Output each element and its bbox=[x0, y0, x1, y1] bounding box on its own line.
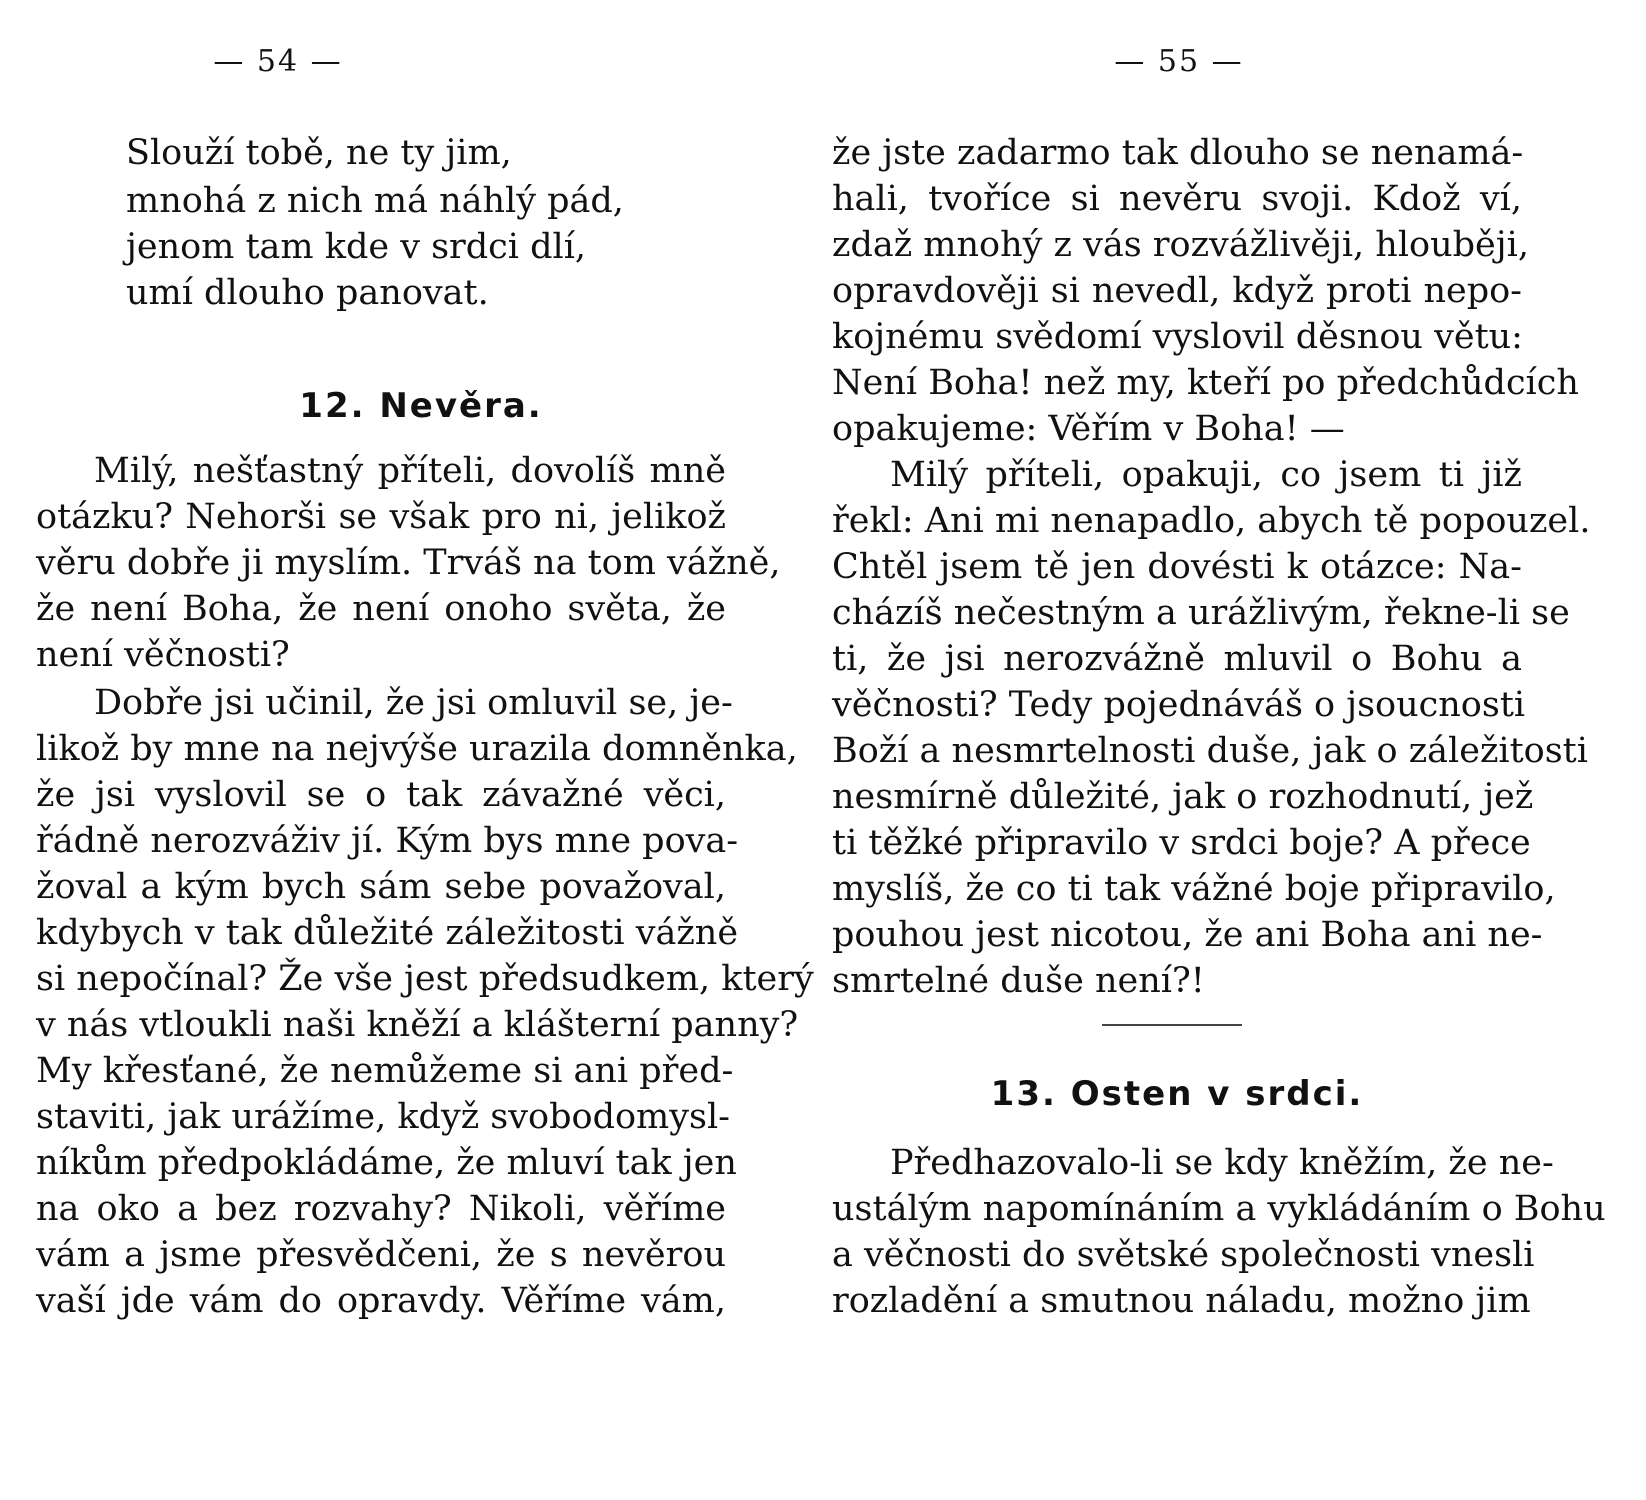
paragraph-line: opravdověji si nevedl, když proti nepo- bbox=[832, 271, 1522, 311]
paragraph-line: zdaž mnohý z vás rozvážlivěji, hlouběji, bbox=[832, 225, 1529, 265]
paragraph-line: řekl: Ani mi nenapadlo, abych tě popouzel. bbox=[832, 501, 1591, 541]
verse-line-2: mnohá z nich má náhlý pád, bbox=[126, 181, 624, 221]
paragraph-line: My křesťané, že nemůžeme si ani před- bbox=[36, 1051, 734, 1091]
paragraph-line: v nás vtloukli naši kněží a klášterní panny? bbox=[36, 1005, 799, 1045]
paragraph-line: myslíš, že co ti tak vážné boje připravilo, bbox=[832, 869, 1556, 909]
paragraph-line: ustálým napomínáním a vykládáním o Bohu bbox=[832, 1189, 1606, 1229]
paragraph-line: Milý, nešťastný příteli, dovolíš mně bbox=[94, 451, 726, 491]
paragraph-line: ti, že jsi nerozvážně mluvil o Bohu a bbox=[832, 639, 1522, 679]
paragraph-line: staviti, jak urážíme, když svobodomysl- bbox=[36, 1097, 731, 1137]
paragraph-line: že jsi vyslovil se o tak závažné věci, bbox=[36, 775, 726, 815]
paragraph-line: Milý příteli, opakuji, co jsem ti již bbox=[890, 455, 1522, 495]
paragraph-line: nesmírně důležité, jak o rozhodnutí, jež bbox=[832, 777, 1534, 817]
section-12-heading: 12. Nevěra. bbox=[299, 386, 543, 426]
page-number-left: — 54 — bbox=[213, 44, 343, 79]
paragraph-line: Boží a nesmrtelnosti duše, jak o záležitosti bbox=[832, 731, 1588, 771]
paragraph-line: cházíš nečestným a urážlivým, řekne-li se bbox=[832, 593, 1570, 633]
verse-line-4: umí dlouho panovat. bbox=[126, 273, 489, 313]
paragraph-line: žoval a kým bych sám sebe považoval, bbox=[36, 867, 726, 907]
paragraph-line: že jste zadarmo tak dlouho se nenamá- bbox=[832, 133, 1524, 173]
paragraph-line: Není Boha! než my, kteří po předchůdcích bbox=[832, 363, 1579, 403]
paragraph-line: Předhazovalo-li se kdy kněžím, že ne- bbox=[890, 1143, 1554, 1183]
paragraph-line: otázku? Nehorši se však pro ni, jelikož bbox=[36, 497, 726, 537]
paragraph-line: si nepočínal? Že vše jest předsudkem, který bbox=[36, 959, 814, 999]
left-page bbox=[36, 0, 814, 1500]
paragraph-line: není věčnosti? bbox=[36, 635, 290, 675]
paragraph-line: že není Boha, že není onoho světa, že bbox=[36, 589, 726, 629]
paragraph-line: kdybych v tak důležité záležitosti vážně bbox=[36, 913, 739, 953]
verse-line-3: jenom tam kde v srdci dlí, bbox=[126, 227, 587, 267]
paragraph-line: likož by mne na nejvýše urazila domněnka, bbox=[36, 729, 798, 769]
paragraph-line: Dobře jsi učinil, že jsi omluvil se, je- bbox=[94, 683, 733, 723]
paragraph-line: hali, tvoříce si nevěru svoji. Kdož ví, bbox=[832, 179, 1522, 219]
paragraph-line: věčnosti? Tedy pojednáváš o jsoucnosti bbox=[832, 685, 1526, 725]
paragraph-line: kojnému svědomí vyslovil děsnou větu: bbox=[832, 317, 1523, 357]
right-page bbox=[832, 0, 1606, 1500]
paragraph-line: vaší jde vám do opravdy. Věříme vám, bbox=[36, 1281, 726, 1321]
paragraph-line: smrtelné duše není?! bbox=[832, 961, 1205, 1001]
paragraph-line: ti těžké připravilo v srdci boje? A přece bbox=[832, 823, 1531, 863]
paragraph-line: níkům předpokládáme, že mluví tak jen bbox=[36, 1143, 737, 1183]
paragraph-line: na oko a bez rozvahy? Nikoli, věříme bbox=[36, 1189, 726, 1229]
paragraph-line: rozladění a smutnou náladu, možno jim bbox=[832, 1281, 1531, 1321]
paragraph-line: věru dobře ji myslím. Trváš na tom vážně, bbox=[36, 543, 781, 583]
section-13-heading: 13. Osten v srdci. bbox=[990, 1074, 1364, 1114]
paragraph-line: vám a jsme přesvědčeni, že s nevěrou bbox=[36, 1235, 726, 1275]
paragraph-line: a věčnosti do světské společnosti vnesli bbox=[832, 1235, 1535, 1275]
paragraph-line: opakujeme: Věřím v Boha! — bbox=[832, 409, 1345, 449]
page-number-right: — 55 — bbox=[1114, 44, 1244, 79]
paragraph-line: pouhou jest nicotou, že ani Boha ani ne- bbox=[832, 915, 1543, 955]
section-divider bbox=[1102, 1024, 1242, 1026]
paragraph-line: řádně nerozváživ jí. Kým bys mne pova- bbox=[36, 821, 739, 861]
paragraph-line: Chtěl jsem tě jen dovésti k otázce: Na- bbox=[832, 547, 1522, 587]
verse-line-1: Slouží tobě, ne ty jim, bbox=[126, 133, 512, 173]
